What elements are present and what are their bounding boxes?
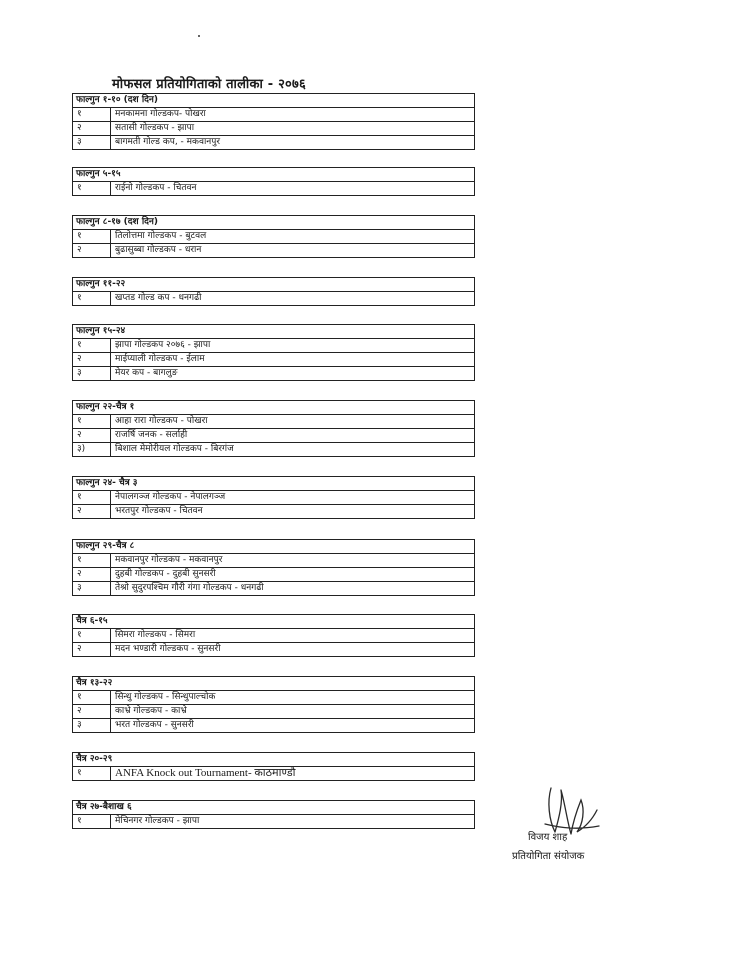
tournament-name: राईनो गोल्डकप - चितवन (115, 183, 197, 193)
table-row (73, 121, 474, 135)
tournament-name: राजर्षि जनक - सर्लाही (115, 430, 188, 440)
table-row (73, 415, 474, 428)
table-row (73, 581, 474, 595)
row-number: ३ (73, 582, 111, 595)
table-row (73, 815, 474, 828)
table-row (73, 718, 474, 732)
table-row (73, 704, 474, 718)
table-row (73, 292, 474, 305)
block-date-header: चैत्र ६-१५ (73, 615, 474, 629)
table-row (73, 504, 474, 518)
tournament-name: आहा रारा गोल्डकप - पोखरा (115, 416, 208, 426)
block-date-header: चैत्र २७-बैशाख ६ (73, 801, 474, 815)
row-number: १ (73, 554, 111, 567)
schedule-block (72, 800, 475, 829)
tournament-name: बिशाल मेमोरीयल गोल्डकप - बिरगंज (115, 444, 234, 454)
row-number: १ (73, 629, 111, 642)
schedule-block (72, 676, 475, 733)
row-number: २ (73, 122, 111, 135)
tournament-name: माईप्याली गोल्डकप - ईलाम (115, 354, 205, 364)
tournament-name: काभ्रे गोल्डकप - काभ्रे (115, 706, 187, 716)
tournament-name: मनकामना गोल्डकप- पोखरा (115, 109, 206, 119)
row-number: १ (73, 108, 111, 121)
table-row (73, 767, 474, 780)
schedule-block (72, 167, 475, 196)
table-row (73, 642, 474, 656)
block-date-header: फाल्गुन १५-२४ (73, 325, 474, 339)
row-number: १ (73, 415, 111, 428)
table-row (73, 352, 474, 366)
row-number: २ (73, 429, 111, 442)
table-row (73, 442, 474, 456)
row-number: १ (73, 182, 111, 195)
row-number: १ (73, 491, 111, 504)
row-number: २ (73, 505, 111, 518)
table-row (73, 491, 474, 504)
tournament-name: मेचिनगर गोल्डकप - झापा (115, 816, 200, 826)
block-date-header: फाल्गुन ८-१७ (दश दिन) (73, 216, 474, 230)
block-date-header: फाल्गुन २४- चैत्र ३ (73, 477, 474, 491)
row-number: १ (73, 230, 111, 243)
table-row (73, 108, 474, 121)
table-row (73, 366, 474, 380)
row-number: २ (73, 643, 111, 656)
tournament-name: सिमरा गोल्डकप - सिमरा (115, 630, 196, 640)
tournament-name: भरतपुर गोल्डकप - चितवन (115, 506, 203, 516)
tournament-name: मदन भण्डारी गोल्डकप - सुनसरी (115, 644, 221, 654)
schedule-block (72, 93, 475, 150)
table-row (73, 339, 474, 352)
tournament-name: सतासी गोल्डकप - झापा (115, 123, 195, 133)
table-row (73, 567, 474, 581)
row-number: १ (73, 815, 111, 828)
tournament-name: दुहबी गोल्डकप - दुहबी सुनसरी (115, 569, 216, 579)
block-date-header: चैत्र २०-२९ (73, 753, 474, 767)
table-row (73, 230, 474, 243)
tournament-name: बुढासुब्बा गोल्डकप - धरान (115, 245, 202, 255)
schedule-block (72, 614, 475, 657)
table-row (73, 243, 474, 257)
schedule-block (72, 539, 475, 596)
row-number: १ (73, 292, 111, 305)
row-number: ३ (73, 136, 111, 149)
block-date-header: फाल्गुन ११-२२ (73, 278, 474, 292)
tournament-name: नेपालगञ्ज गोल्डकप - नेपालगञ्ज (115, 492, 226, 502)
tournament-name: सिन्धु गोल्डकप - सिन्धुपाल्चोक (115, 692, 216, 702)
page-title: मोफसल प्रतियोगिताको तालीका - २०७६ (112, 77, 306, 92)
row-number: २ (73, 705, 111, 718)
table-row (73, 135, 474, 149)
tournament-name: तेश्रो सुदुरपश्चिम गौरी गंगा गोल्डकप - धनगढी (115, 583, 264, 593)
tournament-name: झापा गोल्डकप २०७६ - झापा (115, 340, 211, 350)
row-number: २ (73, 244, 111, 257)
block-date-header: फाल्गुन ५-१५ (73, 168, 474, 182)
tournament-name: भरत गोल्डकप - सुनसरी (115, 720, 194, 730)
signatory-name: विजय शाह (528, 832, 568, 843)
table-row (73, 428, 474, 442)
schedule-block (72, 476, 475, 519)
row-number: ३ (73, 719, 111, 732)
tournament-name: खप्तड गोल्ड कप - धनगढी (115, 293, 202, 303)
block-date-header: फाल्गुन २२-चैत्र १ (73, 401, 474, 415)
schedule-block (72, 400, 475, 457)
row-number: १ (73, 767, 111, 780)
tournament-name: मकवानपुर गोल्डकप - मकवानपुर (115, 555, 223, 565)
tournament-name: तिलोत्तमा गोल्डकप - बुटवल (115, 231, 207, 241)
block-date-header: चैत्र १३-२२ (73, 677, 474, 691)
table-row (73, 629, 474, 642)
table-row (73, 182, 474, 195)
tournament-name: बागमती गोल्ड कप, - मकवानपुर (115, 137, 221, 147)
schedule-block (72, 215, 475, 258)
block-date-header: फाल्गुन २९-चैत्र ८ (73, 540, 474, 554)
table-row (73, 691, 474, 704)
tournament-name: मेयर कप - बागलुङ (115, 368, 178, 378)
table-row (73, 554, 474, 567)
signatory-role: प्रतियोगिता संयोजक (512, 851, 585, 862)
block-date-header: फाल्गुन १-१० (दश दिन) (73, 94, 474, 108)
tournament-name: ANFA Knock out Tournament- काठमाण्डौ (115, 767, 296, 779)
row-number: २ (73, 568, 111, 581)
schedule-block (72, 277, 475, 306)
schedule-block (72, 324, 475, 381)
schedule-block (72, 752, 475, 781)
row-number: २ (73, 353, 111, 366)
row-number: १ (73, 691, 111, 704)
row-number: ३) (73, 443, 111, 456)
row-number: ३ (73, 367, 111, 380)
row-number: १ (73, 339, 111, 352)
